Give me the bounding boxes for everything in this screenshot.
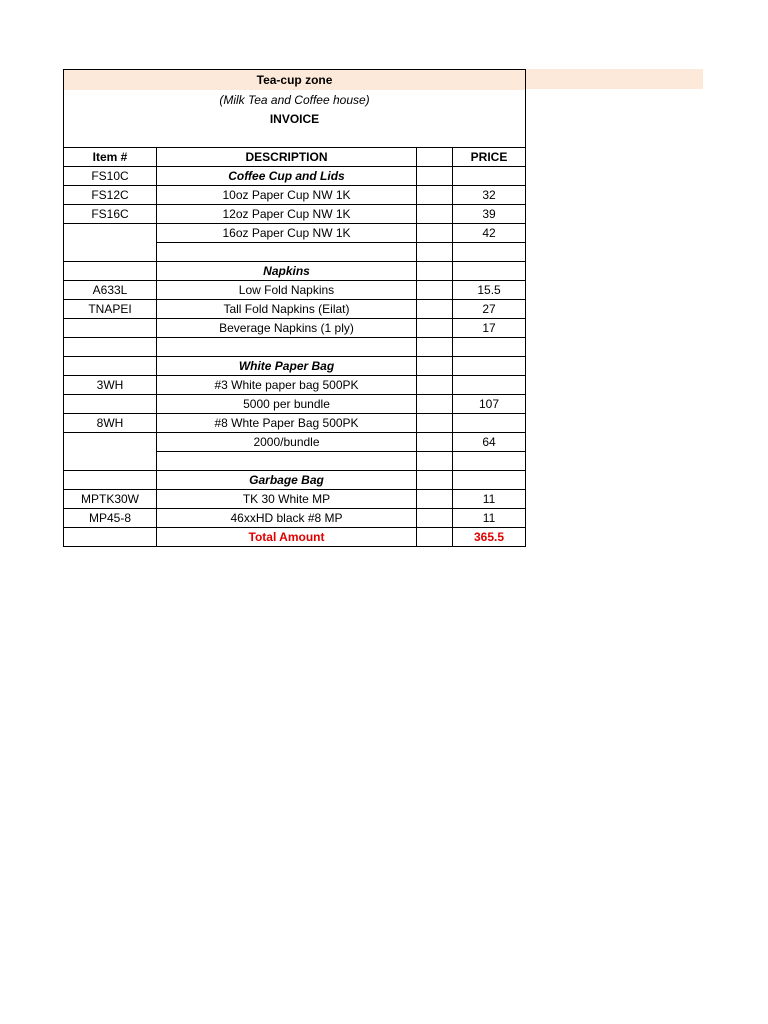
description-cell [157,243,417,262]
column-header-blank [417,148,453,167]
table-row [64,281,526,300]
blank-cell [417,205,453,224]
description-cell: 46xxHD black #8 MP [157,509,417,528]
table-row [64,414,526,433]
total-label: Total Amount [157,528,417,547]
blank-cell [417,376,453,395]
item-cell [64,319,157,338]
description-cell: Tall Fold Napkins (Eilat) [157,300,417,319]
item-cell: MP45-8 [64,509,157,528]
blank-cell [417,509,453,528]
table-row [64,376,526,395]
item-cell [64,224,157,262]
table-row [64,509,526,528]
description-cell: TK 30 White MP [157,490,417,509]
description-cell: 12oz Paper Cup NW 1K [157,205,417,224]
blank-cell [417,281,453,300]
item-cell: FS16C [64,205,157,224]
invoice-table [63,69,526,547]
table-row [64,224,526,243]
price-cell [453,243,526,262]
price-cell: 11 [453,490,526,509]
description-cell [157,452,417,471]
item-cell: FS10C [64,167,157,186]
table-row [64,357,526,376]
blank-cell [417,395,453,414]
price-cell: 42 [453,224,526,243]
item-cell: 3WH [64,376,157,395]
blank-cell [417,300,453,319]
description-cell: 2000/bundle [157,433,417,452]
column-header-row [64,148,526,167]
price-cell: 17 [453,319,526,338]
column-header-price: PRICE [453,148,526,167]
price-cell: 15.5 [453,281,526,300]
blank-cell [417,243,453,262]
blank-cell [417,186,453,205]
blank-cell [417,490,453,509]
item-cell [64,262,157,281]
blank-cell [417,414,453,433]
description-cell: 10oz Paper Cup NW 1K [157,186,417,205]
price-cell [453,262,526,281]
description-cell: 16oz Paper Cup NW 1K [157,224,417,243]
section-heading: White Paper Bag [157,357,417,376]
total-item-cell [64,528,157,547]
total-blank-cell [417,528,453,547]
description-cell [157,338,417,357]
price-cell: 32 [453,186,526,205]
total-value: 365.5 [453,528,526,547]
price-cell: 39 [453,205,526,224]
price-cell: 11 [453,509,526,528]
table-row [64,395,526,414]
table-row [64,300,526,319]
item-cell: FS12C [64,186,157,205]
blank-cell [417,262,453,281]
blank-cell [417,357,453,376]
section-heading: Garbage Bag [157,471,417,490]
price-cell [453,338,526,357]
item-cell: 8WH [64,414,157,433]
blank-cell [417,224,453,243]
table-row [64,167,526,186]
description-cell: #3 White paper bag 500PK [157,376,417,395]
blank-cell [417,433,453,452]
blank-cell [417,452,453,471]
description-cell: #8 Whte Paper Bag 500PK [157,414,417,433]
table-row [64,186,526,205]
table-row [64,205,526,224]
item-cell [64,433,157,471]
document-title: INVOICE [64,110,526,129]
section-heading: Coffee Cup and Lids [157,167,417,186]
table-row [64,433,526,452]
shop-subtitle: (Milk Tea and Coffee house) [64,90,526,110]
header-row-fill [525,69,703,89]
item-cell: A633L [64,281,157,300]
description-cell: Low Fold Napkins [157,281,417,300]
price-cell [453,376,526,395]
table-row [64,471,526,490]
item-cell: TNAPEI [64,300,157,319]
item-cell: MPTK30W [64,490,157,509]
price-cell [453,167,526,186]
blank-cell [417,471,453,490]
column-header-description: DESCRIPTION [157,148,417,167]
item-cell [64,338,157,357]
price-cell: 27 [453,300,526,319]
item-cell [64,395,157,414]
description-cell: Beverage Napkins (1 ply) [157,319,417,338]
column-header-item: Item # [64,148,157,167]
blank-cell [417,338,453,357]
description-cell: 5000 per bundle [157,395,417,414]
header-spacer [64,129,526,148]
section-heading: Napkins [157,262,417,281]
price-cell: 107 [453,395,526,414]
price-cell [453,452,526,471]
price-cell [453,357,526,376]
table-row [64,338,526,357]
item-cell [64,357,157,376]
price-cell [453,471,526,490]
table-row [64,490,526,509]
item-cell [64,471,157,490]
price-cell: 64 [453,433,526,452]
table-row [64,262,526,281]
price-cell [453,414,526,433]
table-row [64,319,526,338]
blank-cell [417,167,453,186]
blank-cell [417,319,453,338]
total-row [64,528,526,547]
shop-title: Tea-cup zone [64,70,526,90]
